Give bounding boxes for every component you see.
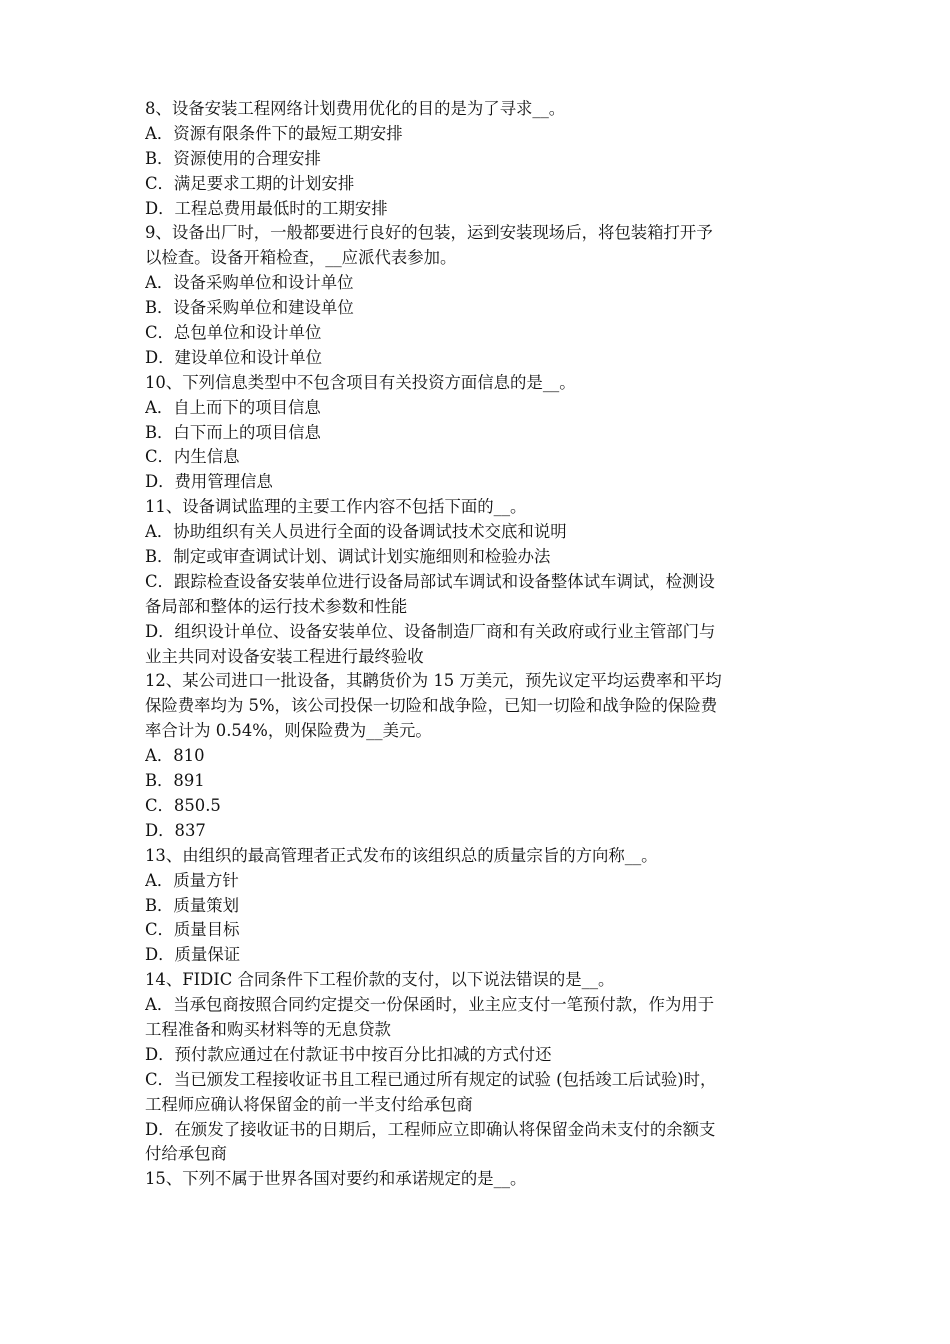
option-a: A．810 xyxy=(145,746,205,766)
question-text: 13、由组织的最高管理者正式发布的该组织总的质量宗旨的方向称__。 xyxy=(145,845,658,865)
option-d: D．在颁发了接收证书的日期后，工程师应立即确认将保留金尚未支付的余额支 xyxy=(145,1119,716,1139)
option-a: A．资源有限条件下的最短工期安排 xyxy=(145,123,403,143)
question-text: 12、某公司进口一批设备，其䴙货价为 15 万美元，预先议定平均运费率和平均 xyxy=(145,671,722,691)
question-text: 11、设备调试监理的主要工作内容不包括下面的__。 xyxy=(145,497,527,517)
question-9 xyxy=(145,221,813,370)
option-c: C．当已颁发工程接收证书且工程已通过所有规定的试验 (包括竣工后试验)时， xyxy=(145,1069,717,1089)
option-c: C．内生信息 xyxy=(145,447,240,467)
question-text-cont: 以检查。设备开箱检查，__应派代表参加。 xyxy=(145,248,457,268)
option-a: A．当承包商按照合同约定提交一份保函时，业主应支付一笔预付款，作为用于 xyxy=(145,995,715,1015)
option-a: A．设备采购单位和设计单位 xyxy=(145,273,354,293)
option-c-cont: 工程师应确认将保留金的前一半支付给承包商 xyxy=(145,1094,473,1114)
question-text-cont: 率合计为 0.54%，则保险费为__美元。 xyxy=(145,721,432,741)
question-text: 15、下列不属于世界各国对要约和承诺规定的是__。 xyxy=(145,1169,527,1189)
question-12 xyxy=(145,669,813,843)
option-d-cont: 付给承包商 xyxy=(145,1144,227,1164)
question-11 xyxy=(145,495,813,669)
option-b: B．891 xyxy=(145,771,205,791)
option-d: D．837 xyxy=(145,820,206,840)
option-d: D．建设单位和设计单位 xyxy=(145,347,323,367)
option-c: C．850.5 xyxy=(145,795,221,815)
option-a: A．协助组织有关人员进行全面的设备调试技术交底和说明 xyxy=(145,522,567,542)
option-c: C．跟踪检查设备安装单位进行设备局部试车调试和设备整体试车调试，检测设 xyxy=(145,571,715,591)
option-c: C．总包单位和设计单位 xyxy=(145,323,322,343)
option-b: B．制定或审查调试计划、调试计划实施细则和检验办法 xyxy=(145,547,551,567)
option-d: D．费用管理信息 xyxy=(145,472,273,492)
option-b: B．质量策划 xyxy=(145,895,239,915)
question-text: 14、FIDIC 合同条件下工程价款的支付，以下说法错误的是__。 xyxy=(145,970,615,990)
option-a: A．自上而下的项目信息 xyxy=(145,397,321,417)
option-b: B．设备采购单位和建设单位 xyxy=(145,298,354,318)
option-d-cont: 业主共同对设备安装工程进行最终验收 xyxy=(145,646,424,666)
question-10 xyxy=(145,371,813,495)
option-d: D．组织设计单位、设备安装单位、设备制造厂商和有关政府或行业主管部门与 xyxy=(145,621,716,641)
option-d: D．质量保证 xyxy=(145,945,241,965)
question-8 xyxy=(145,97,813,221)
document-page xyxy=(145,97,813,1192)
question-14 xyxy=(145,968,813,1167)
question-text: 10、下列信息类型中不包含项目有关投资方面信息的是__。 xyxy=(145,372,576,392)
option-a-cont: 工程准备和购买材料等的无息贷款 xyxy=(145,1019,391,1039)
option-c: C．质量目标 xyxy=(145,920,240,940)
option-b: B．白下而上的项目信息 xyxy=(145,422,321,442)
question-text: 9、设备出厂时，一般都要进行良好的包装，运到安装现场后，将包装箱打开予 xyxy=(145,223,713,243)
question-text: 8、设备安装工程网络计划费用优化的目的是为了寻求__。 xyxy=(145,99,566,118)
option-c-cont: 备局部和整体的运行技术参数和性能 xyxy=(145,596,408,616)
option-d: D．工程总费用最低时的工期安排 xyxy=(145,198,388,218)
option-b: B．资源使用的合理安排 xyxy=(145,148,321,168)
option-a: A．质量方针 xyxy=(145,870,239,890)
option-c: C．满足要求工期的计划安排 xyxy=(145,173,355,193)
option-d-first: D．预付款应通过在付款证书中按百分比扣减的方式付还 xyxy=(145,1044,552,1064)
question-text-cont: 保险费率均为 5%，该公司投保一切险和战争险，已知一切险和战争险的保险费 xyxy=(145,696,718,716)
question-13 xyxy=(145,844,813,968)
question-15 xyxy=(145,1167,813,1192)
